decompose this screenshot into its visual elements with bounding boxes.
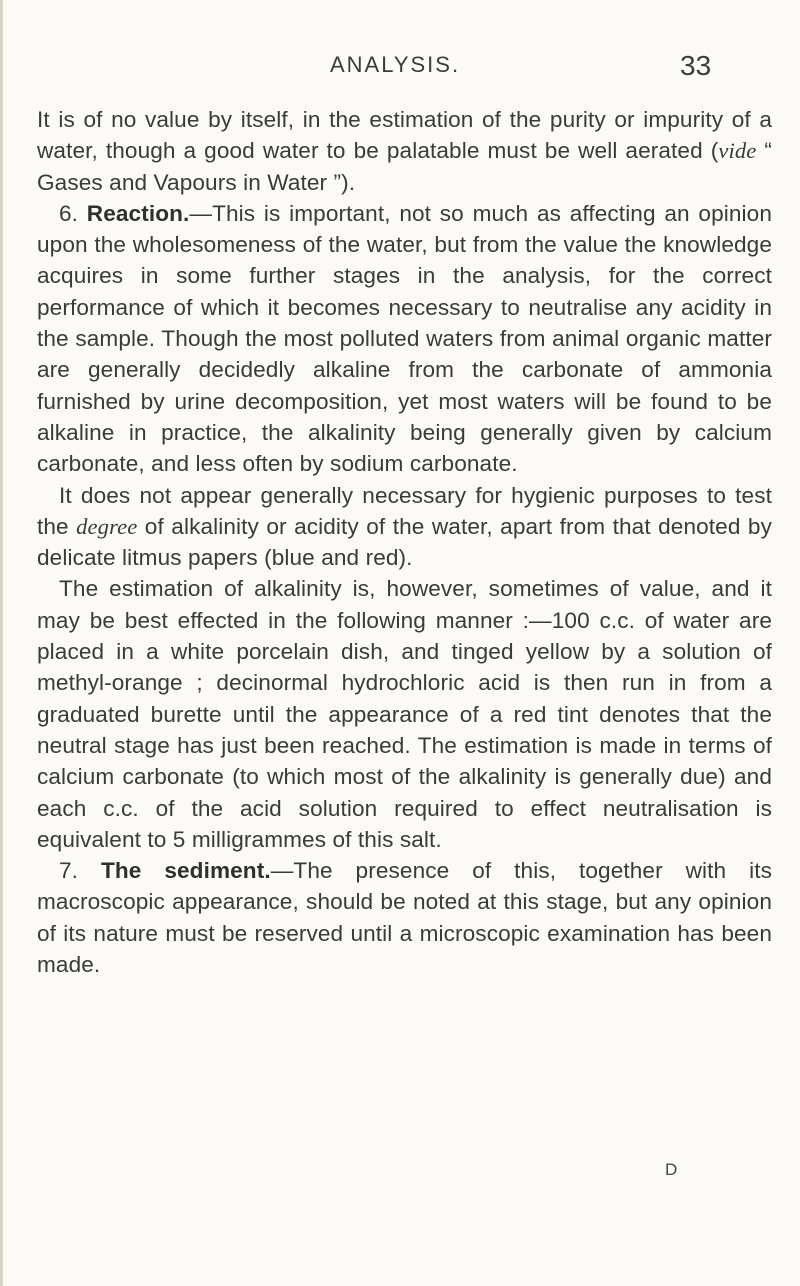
vide-italic: vide xyxy=(718,138,757,164)
paragraph-alkalinity-text: The estimation of alkalinity is, however, sometimes of value, and it may be best effected in the following manner :—100 c.c. of water are placed in a white porcelain dish, and tinged yellow by a solution of methyl-orange ; decinormal hydrochloric acid is then run in from a graduated burette until the appearance of a red tint denotes that the neutral stage has just been reached. The estimation is made in terms of calcium carbonate (to which most of the alkalinity is generally due) and each c.c. of the acid solution required to effect neutralisation is equivalent to 5 milligrammes of this salt. xyxy=(37,576,772,852)
degree-italic: degree xyxy=(76,513,138,539)
page-edge xyxy=(0,0,3,1286)
section-number-sediment: 7. xyxy=(59,858,101,884)
body-text xyxy=(37,104,772,980)
running-head: ANALYSIS. xyxy=(330,52,461,77)
paragraph-aeration-text-a: It is of no value by itself, in the estimation of the purity or impurity of a water, though a good water to be palatable must be well aerated ( xyxy=(37,107,772,164)
paragraph-sediment-text: —The presence of this, together with its macroscopic appearance, should be noted at this stage, but any opinion of its nature must be reserved until a microscopic examination has been made. xyxy=(37,858,773,978)
paragraph-alkalinity xyxy=(37,573,772,855)
signature-mark: D xyxy=(665,1160,678,1179)
paragraph-aeration xyxy=(37,104,772,198)
paragraph-sediment xyxy=(37,855,772,980)
paragraph-degree-text-a: It does not appear generally necessary for hygienic purposes to test the xyxy=(37,482,772,539)
paragraph-aeration-text-b: “ Gases and Vapours in Water ”). xyxy=(37,138,772,195)
paragraph-degree xyxy=(37,480,772,574)
paragraph-reaction-text: —This is important, not so much as affecting an opinion upon the wholesomeness of the water, but from the value the knowledge acquires in some further stages in the analysis, for the correct performance of which it becomes necessary to neutralise any acidity in the sample. Though the most polluted waters from animal organic matter are generally decidedly alkaline from the carbonate of ammonia furnished by urine decomposition, yet most waters will be found to be alkaline in practice, the alkalinity being generally given by calcium carbonate, and less often by sodium carbonate. xyxy=(37,200,772,477)
section-heading-reaction: Reaction. xyxy=(86,200,190,226)
paragraph-reaction xyxy=(37,198,772,480)
section-heading-sediment: The sediment. xyxy=(100,858,271,884)
section-number-reaction: 6. xyxy=(59,200,87,226)
paragraph-degree-text-b: of alkalinity or acidity of the water, apart from that denoted by delicate litmus papers (blue and red). xyxy=(37,513,772,571)
page-number: 33 xyxy=(680,50,712,81)
